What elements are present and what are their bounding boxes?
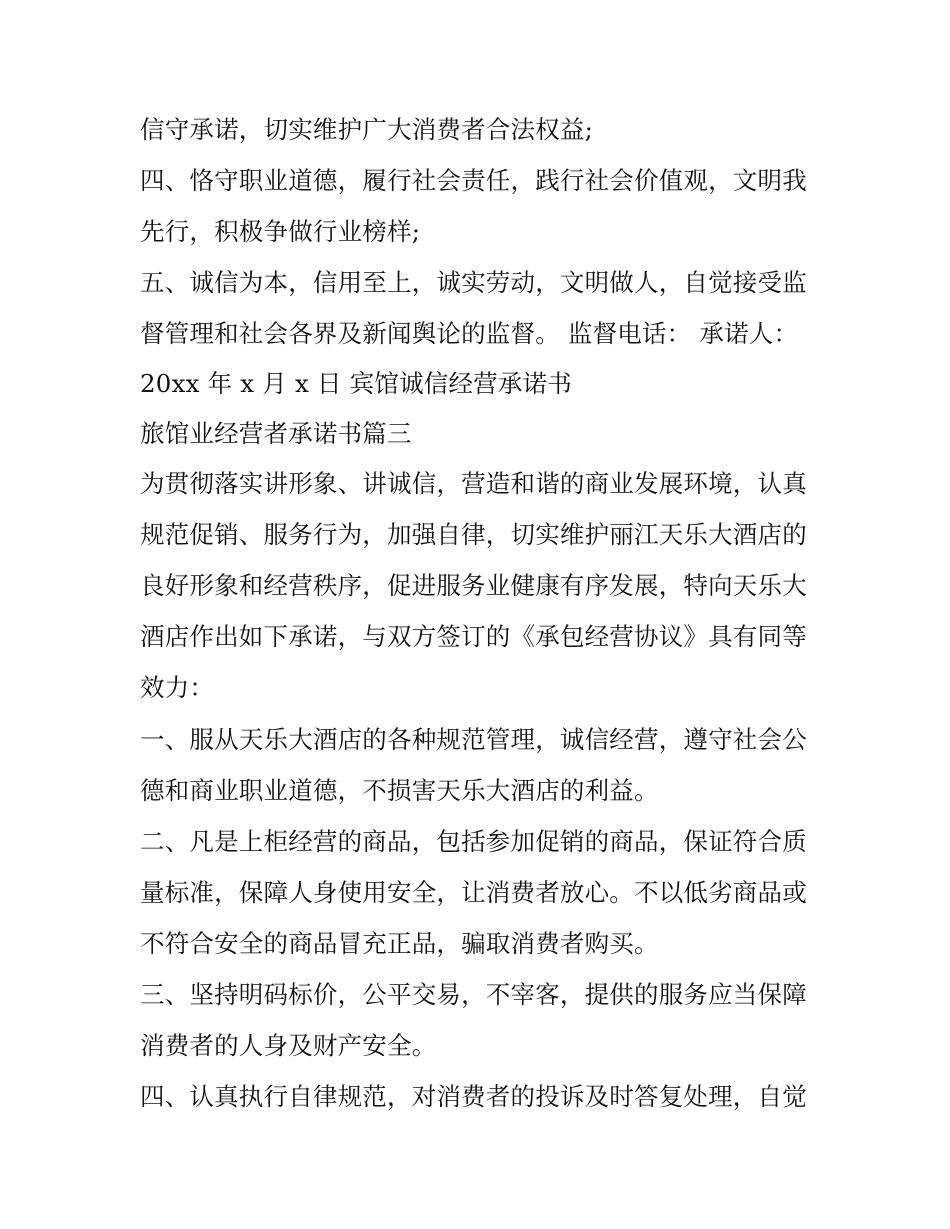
text-line: 先行，积极争做行业榜样;	[140, 217, 421, 246]
section-heading: 旅馆业经营者承诺书篇三	[140, 419, 412, 448]
text-line: 一、服从天乐大酒店的各种规范管理，诚信经营，遵守社会公	[140, 725, 807, 754]
text-line: 四、认真执行自律规范，对消费者的投诉及时答复处理，自觉	[140, 1082, 807, 1111]
text-line: 四、恪守职业道德，履行社会责任，践行社会价值观，文明我	[140, 166, 807, 195]
text-line: 德和商业职业道德，不损害天乐大酒店的利益。	[140, 776, 659, 805]
text-line: 酒店作出如下承诺，与双方签订的《承包经营协议》具有同等	[140, 622, 807, 651]
text-line: 为贯彻落实讲形象、讲诚信，营造和谐的商业发展环境，认真	[140, 469, 807, 498]
text-line: 消费者的人身及财产安全。	[140, 1031, 437, 1060]
text-line: 效力：	[140, 673, 215, 702]
text-line: 信守承诺，切实维护广大消费者合法权益;	[140, 115, 594, 144]
text-line: 规范促销、服务行为，加强自律，切实维护丽江天乐大酒店的	[140, 520, 807, 549]
text-line: 五、诚信为本，信用至上，诚实劳动，文明做人，自觉接受监	[140, 268, 807, 297]
text-line: 不符合安全的商品冒充正品，骗取消费者购买。	[140, 929, 659, 958]
text-line: 三、坚持明码标价，公平交易，不宰客，提供的服务应当保障	[140, 980, 807, 1009]
text-line: 量标准，保障人身使用安全，让消费者放心。不以低劣商品或	[140, 878, 807, 907]
text-line: 20xx 年 x 月 x 日 宾馆诚信经营承诺书	[140, 369, 572, 398]
text-line: 督管理和社会各界及新闻舆论的监督。 监督电话： 承诺人：	[140, 319, 799, 348]
text-line: 二、凡是上柜经营的商品，包括参加促销的商品，保证符合质	[140, 827, 807, 856]
text-line: 良好形象和经营秩序，促进服务业健康有序发展，特向天乐大	[140, 571, 807, 600]
